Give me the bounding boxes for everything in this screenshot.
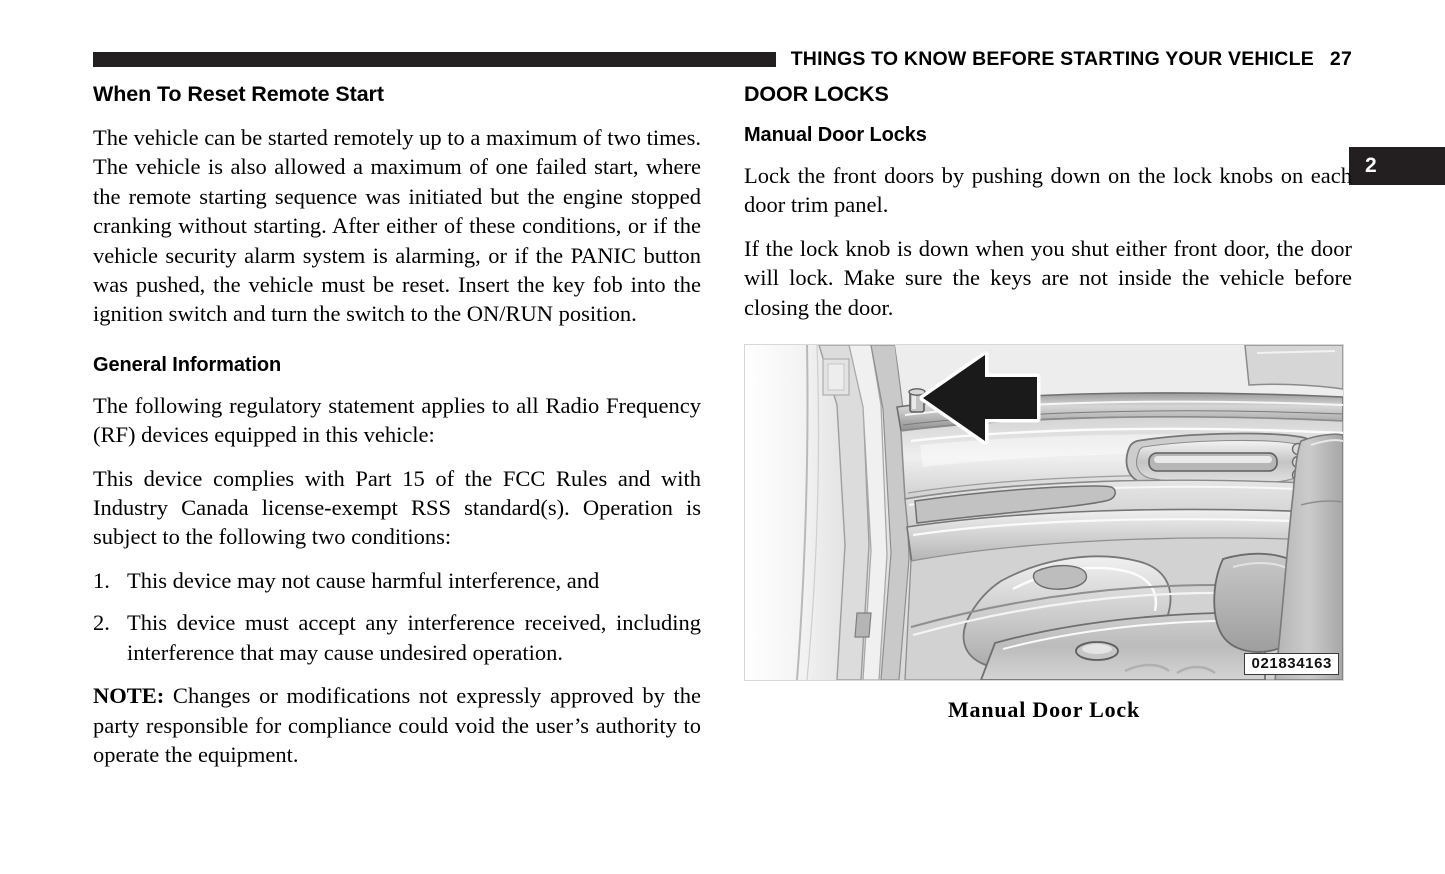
chapter-tab xyxy=(1349,147,1445,185)
note-label: NOTE: xyxy=(93,683,165,709)
list-item xyxy=(93,566,701,595)
section-heading-door-locks: DOOR LOCKS xyxy=(744,82,889,106)
paragraph-fcc-compliance: This device complies with Part 15 of the FCC Rules and with Industry Canada license-exempt RSS standard(s). Operation is subject to the following two conditions: xyxy=(93,465,701,550)
subheading-manual-door-locks: Manual Door Locks xyxy=(744,124,927,146)
paragraph-remote-start-reset: The vehicle can be started remotely up to a maximum of two times. The vehicle is also allowed a maximum of one failed start, where the remote starting sequence was initiated but the engine stopped cranking without starting. After either of these conditions, or if the vehicle security alarm system is alarming, or if the PANIC button was pushed, the vehicle must be reset. Insert the key fob into the ignition switch and turn the switch to the ON/RUN position. xyxy=(93,125,701,327)
header-title: THINGS TO KNOW BEFORE STARTING YOUR VEHICLE xyxy=(790,48,1314,70)
running-header xyxy=(93,48,1352,74)
conditions-list xyxy=(93,566,701,667)
chapter-tab-number: 2 xyxy=(1365,154,1377,177)
note-text: Changes or modifications not expressly approved by the party responsible for compliance could void the user’s authority to operate the equipment. xyxy=(93,683,701,767)
paragraph-note xyxy=(93,681,701,769)
left-column xyxy=(93,82,701,769)
section-heading-when-to-reset-remote-start: When To Reset Remote Start xyxy=(93,82,384,106)
figure-manual-door-lock xyxy=(744,344,1352,723)
paragraph-lock-knob-warning: If the lock knob is down when you shut either front door, the door will lock. Make sure the keys are not inside the vehicle before closing the door. xyxy=(744,235,1352,320)
figure-image xyxy=(744,344,1344,681)
page-number: 27 xyxy=(1329,48,1352,70)
paragraph-regulatory-intro: The following regulatory statement applies to all Radio Frequency (RF) devices equipped in this vehicle: xyxy=(93,392,701,448)
list-item-number: 1. xyxy=(93,567,110,593)
header-rule xyxy=(93,52,776,67)
list-item-number: 2. xyxy=(93,610,110,636)
figure-id-label: 021834163 xyxy=(1244,653,1339,675)
list-item-text: This device may not cause harmful interference, and xyxy=(127,567,600,593)
list-item xyxy=(93,608,701,667)
list-item-text: This device must accept any interference received, including interference that may cause undesired operation. xyxy=(127,610,701,665)
figure-caption: Manual Door Lock xyxy=(947,697,1141,723)
door-trim-panel-drawing xyxy=(745,345,1343,680)
right-column xyxy=(744,82,1352,723)
paragraph-lock-front-doors: Lock the front doors by pushing down on the lock knobs on each door trim panel. xyxy=(744,163,1352,218)
header-title-block xyxy=(791,48,1352,70)
subheading-general-information: General Information xyxy=(93,353,282,376)
